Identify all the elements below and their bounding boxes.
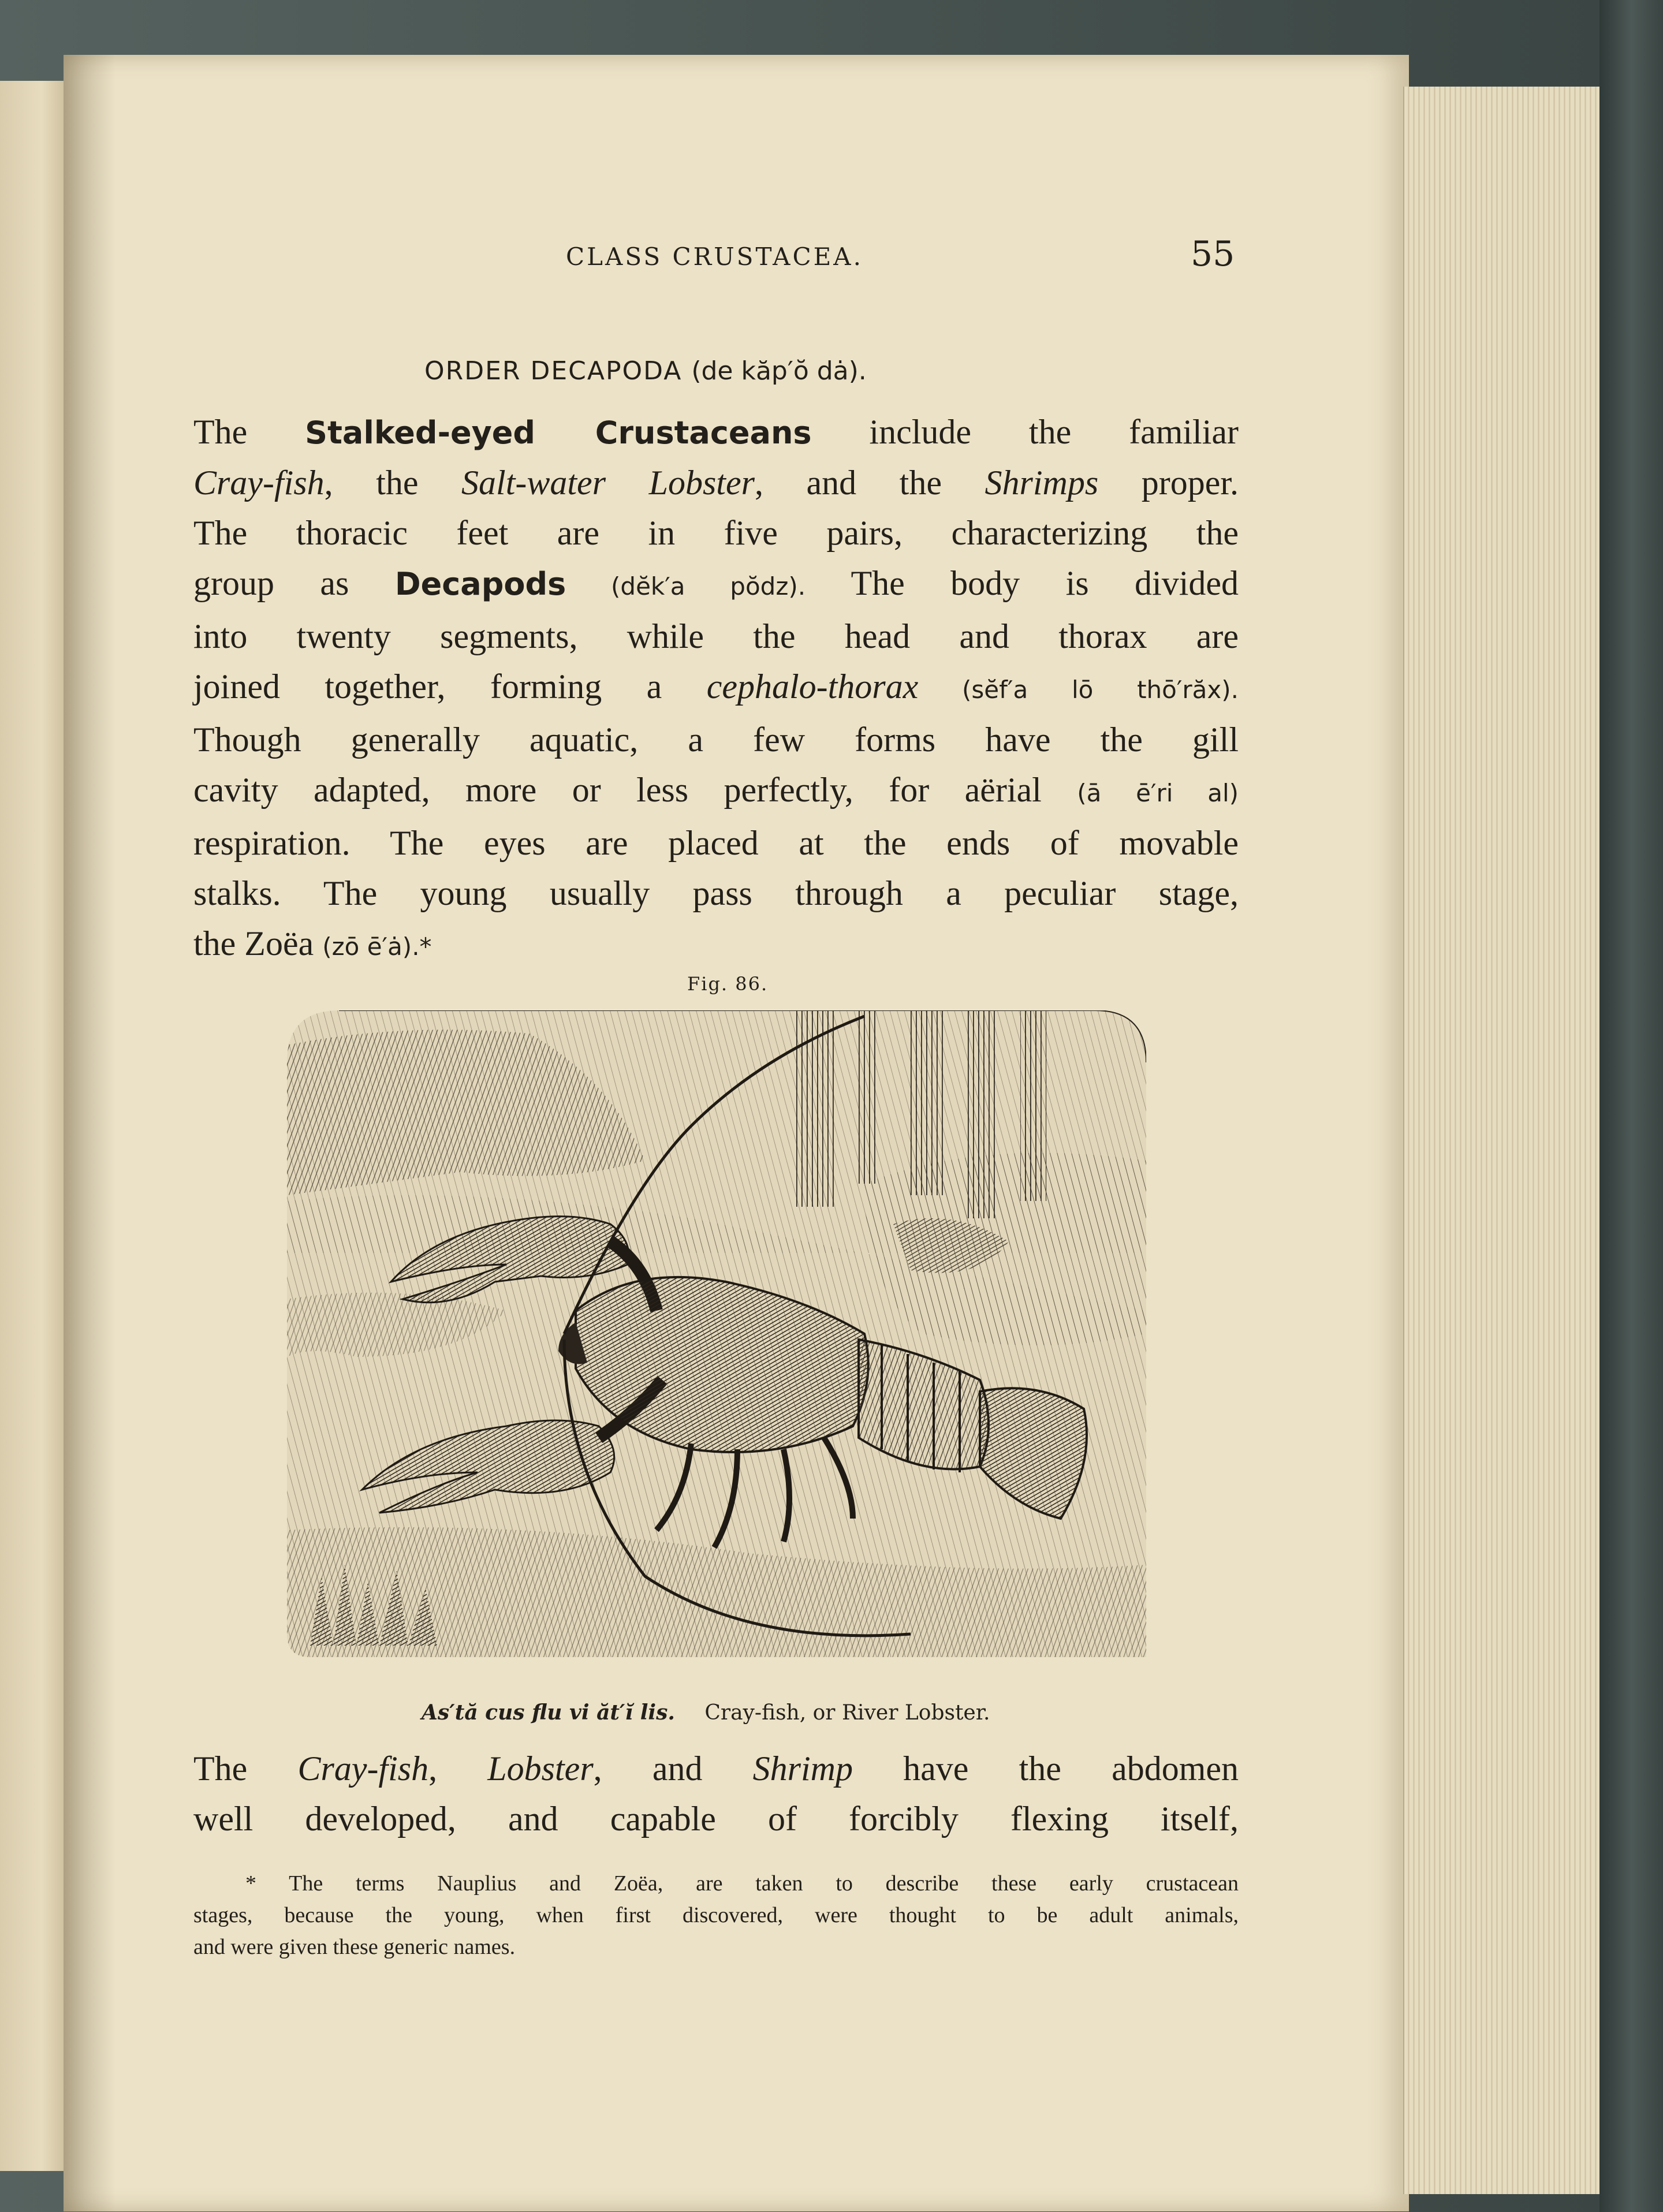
text-line: Though generally aquatic, a few forms have the gill: [193, 721, 1239, 759]
caption-common-name: Cray-fish, or River Lobster.: [704, 1701, 990, 1725]
caption-scientific-name: As′tă cus flu vi ăt′ĭ lis.: [422, 1700, 675, 1725]
footnote: [193, 1868, 1239, 1963]
text-line: into twenty segments, while the head and thorax are: [193, 617, 1239, 655]
footnote-line: * The terms Nauplius and Zoëa, are taken to describe these early crustacean: [245, 1871, 1239, 1896]
text-line: respiration. The eyes are placed at the ends of movable: [193, 824, 1239, 862]
footnote-line: stages, because the young, when first discovered, were thought to be adult animals,: [193, 1903, 1239, 1927]
text-line: stalks. The young usually pass through a peculiar stage,: [193, 874, 1239, 912]
footnote-line: and were given these generic names.: [193, 1935, 516, 1959]
text-line: well developed, and capable of forcibly flexing itself,: [193, 1800, 1239, 1838]
text-line: joined together, forming a cephalo-thorax (sĕf′a lō thō′răx).: [193, 667, 1239, 706]
text-line: The Cray-fish, Lobster, and Shrimp have the abdomen: [193, 1750, 1239, 1788]
paragraph-decapoda: [193, 407, 1239, 972]
page-number: 55: [1191, 234, 1235, 274]
text-line: Cray-fish, the Salt-water Lobster, and the Shrimps proper.: [193, 464, 1239, 502]
section-pronunciation: (de kăp′ŏ dȧ).: [691, 356, 867, 386]
section-heading: [424, 356, 867, 386]
text-line: The Stalked-eyed Crustaceans include the familiar: [193, 413, 1239, 451]
section-title: ORDER DECAPODA: [424, 356, 683, 386]
figure-label: Fig. 86.: [687, 973, 769, 995]
running-title: CLASS CRUSTACEA.: [566, 243, 863, 271]
paragraph-abdomen: [193, 1744, 1239, 1844]
figure-caption: [422, 1700, 990, 1725]
text-line: group as Decapods (dĕk′a pŏdz). The body is divided: [193, 564, 1239, 602]
text-line: The thoracic feet are in five pairs, characterizing the: [193, 514, 1239, 552]
crayfish-engraving: [287, 1010, 1146, 1657]
text-line: cavity adapted, more or less perfectly, for aërial (ā ē′ri al): [193, 771, 1239, 809]
text-line: the Zoëa (zō ē′ȧ).*: [193, 924, 432, 963]
